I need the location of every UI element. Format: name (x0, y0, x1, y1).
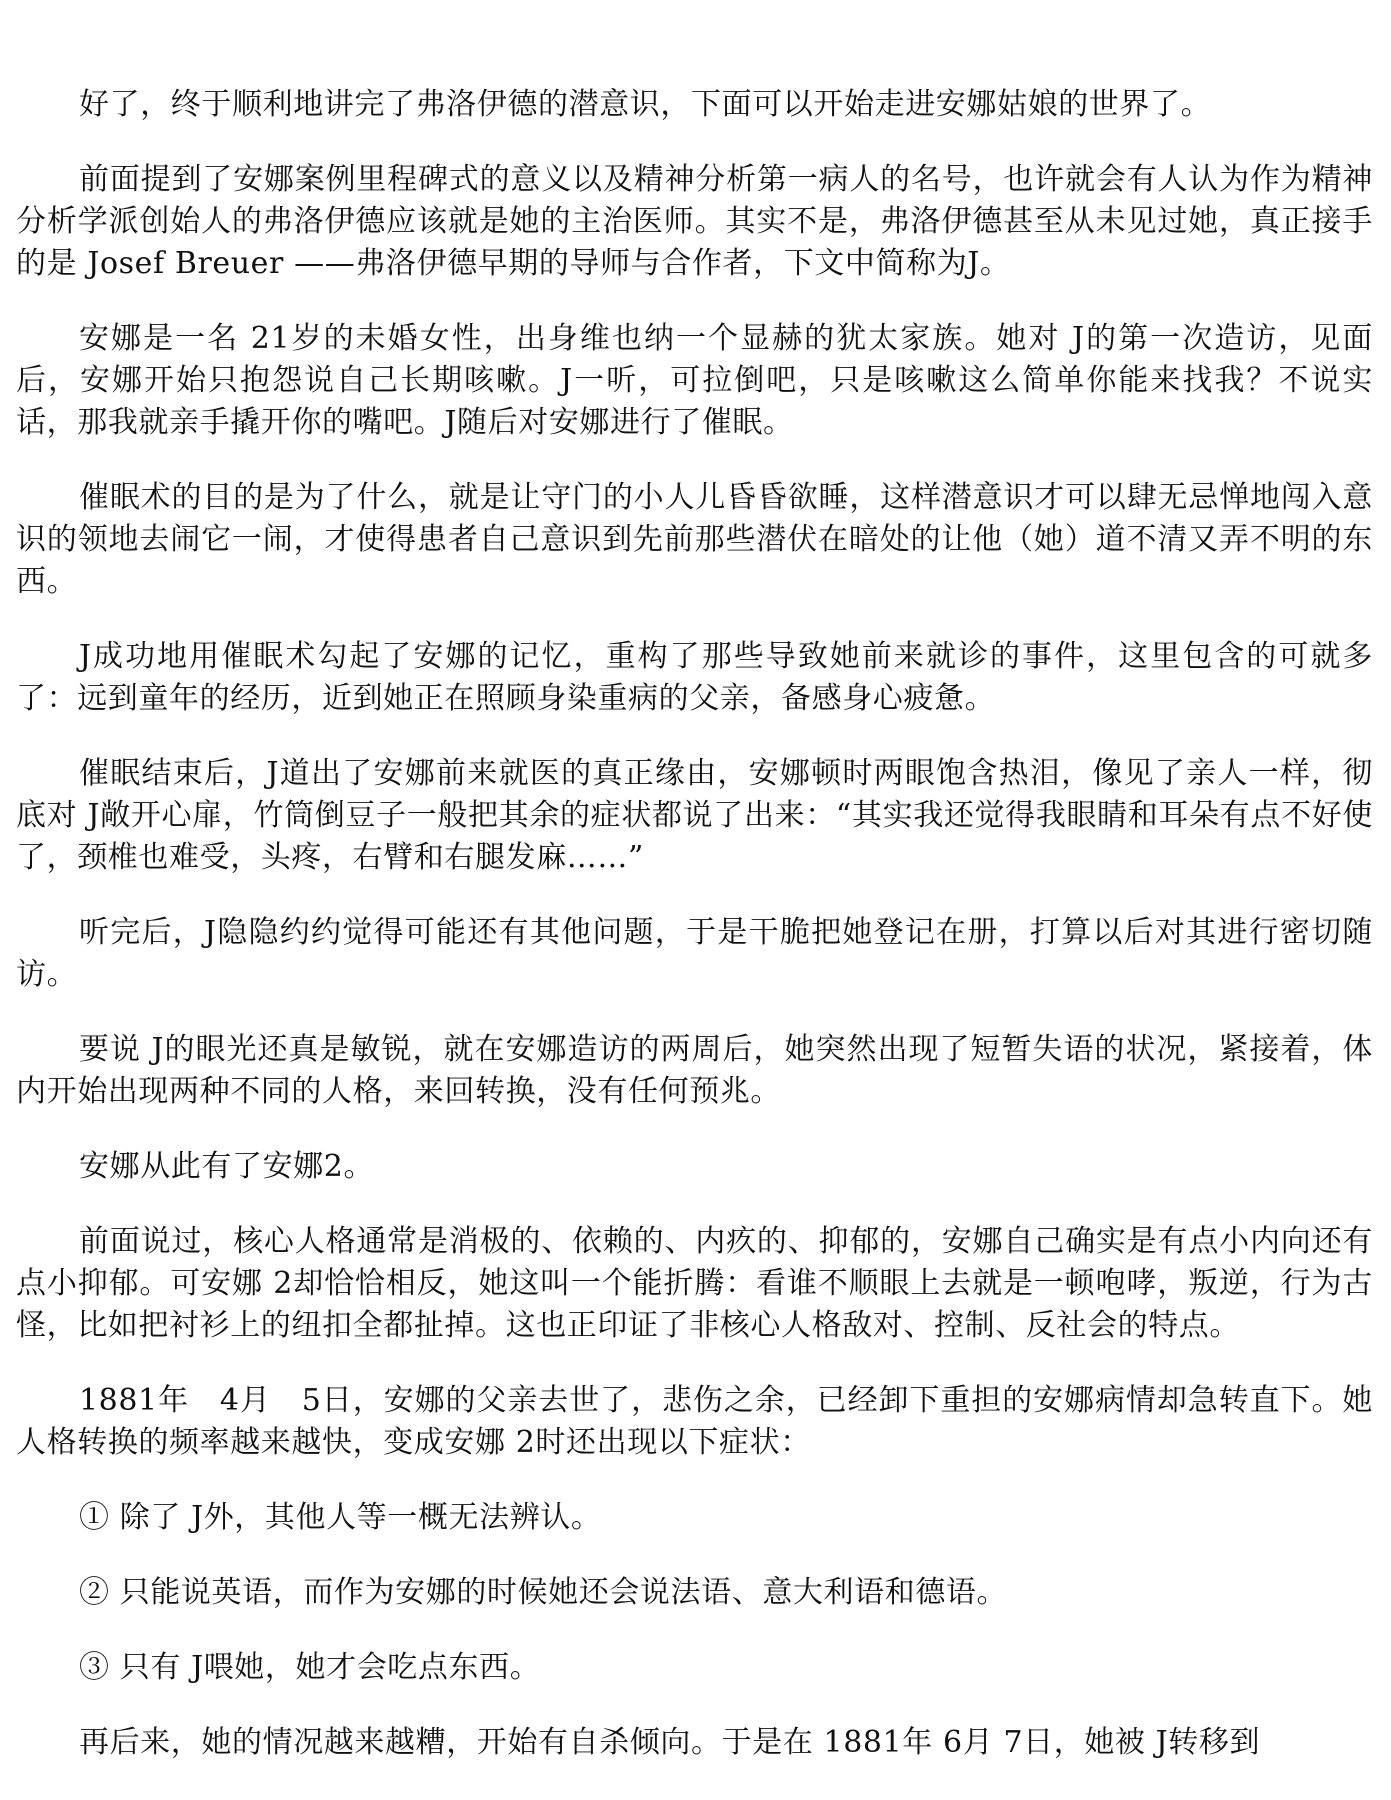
list-item: ② 只能说英语，而作为安娜的时候她还会说法语、意大利语和德语。 (79, 1575, 1008, 1610)
paragraph: 再后来，她的情况越来越糟，开始有自杀倾向。于是在 1881年 6月 7日，她被 J转移到 (79, 1725, 1261, 1760)
paragraph: 好了，终于顺利地讲完了弗洛伊德的潜意识，下面可以开始走进安娜姑娘的世界了。 (79, 87, 1212, 122)
paragraph: J成功地用催眠术勾起了安娜的记忆，重构了那些导致她前来就诊的事件，这里包含的可就多了：远到童年的经历，近到她正在照顾身染重病的父亲，备感身心疲惫。 (16, 639, 1373, 716)
paragraph: 前面说过，核心人格通常是消极的、依赖的、内疚的、抑郁的，安娜自己确实是有点小内向还有点小抑郁。可安娜 2却恰恰相反，她这叫一个能折腾：看谁不顺眼上去就是一顿咆哮，叛逆，行为古怪，比如把衬衫上的纽扣全都扯掉。这也正印证了非核心人格敌对、控制、反社会的特点。 (16, 1224, 1373, 1343)
list-item: ① 除了 J外，其他人等一概无法辨认。 (79, 1500, 602, 1535)
paragraph: 催眠结束后，J道出了安娜前来就医的真正缘由，安娜顿时两眼饱含热泪，像见了亲人一样，彻底对 J敞开心扉，竹筒倒豆子一般把其余的症状都说了出来：“其实我还觉得我眼睛和耳朵有点不好使了，颈椎也难受，头疼，右臂和右腿发麻……” (16, 756, 1373, 875)
paragraph: 1881年 4月 5日，安娜的父亲去世了，悲伤之余，已经卸下重担的安娜病情却急转直下。她人格转换的频率越来越快，变成安娜 2时还出现以下症状： (16, 1383, 1373, 1460)
paragraph: 要说 J的眼光还真是敏锐，就在安娜造访的两周后，她突然出现了短暂失语的状况，紧接着，体内开始出现两种不同的人格，来回转换，没有任何预兆。 (16, 1032, 1373, 1109)
paragraph: 安娜从此有了安娜2。 (79, 1149, 375, 1184)
list-item: ③ 只有 J喂她，她才会吃点东西。 (79, 1650, 541, 1685)
paragraph: 安娜是一名 21岁的未婚女性，出身维也纳一个显赫的犹太家族。她对 J的第一次造访，见面后，安娜开始只抱怨说自己长期咳嗽。J一听，可拉倒吧，只是咳嗽这么简单你能来找我？不说实话，那我就亲手撬开你的嘴吧。J随后对安娜进行了催眠。 (16, 321, 1373, 440)
paragraph: 催眠术的目的是为了什么，就是让守门的小人儿昏昏欲睡，这样潜意识才可以肆无忌惮地闯入意识的领地去闹它一闹，才使得患者自己意识到先前那些潜伏在暗处的让他（她）道不清又弄不明的东西。 (16, 480, 1373, 599)
paragraph: 前面提到了安娜案例里程碑式的意义以及精神分析第一病人的名号，也许就会有人认为作为精神分析学派创始人的弗洛伊德应该就是她的主治医师。其实不是，弗洛伊德甚至从未见过她，真正接手的是 Josef Breuer ——弗洛伊德早期的导师与合作者，下文中简称为J。 (16, 162, 1373, 281)
paragraph: 听完后，J隐隐约约觉得可能还有其他问题，于是干脆把她登记在册，打算以后对其进行密切随访。 (16, 915, 1373, 992)
